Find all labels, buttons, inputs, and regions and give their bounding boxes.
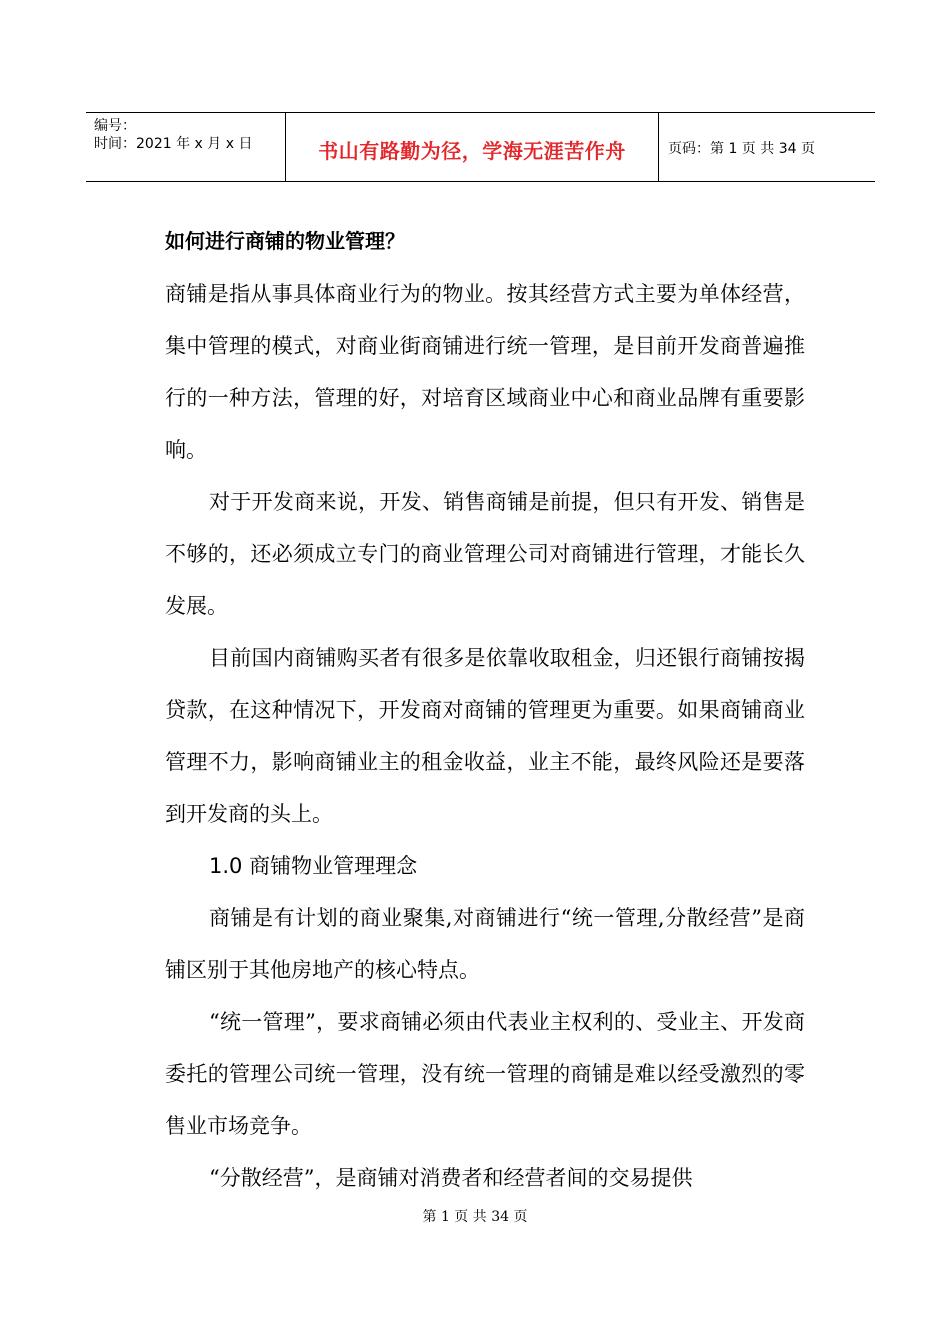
paragraph: 目前国内商铺购买者有很多是依靠收取租金，归还银行商铺按揭贷款，在这种情况下，开发商对商铺的管理更为重要。如果商铺商业管理不力，影响商铺业主的租金收益，业主不能，最终风险还是要落到开发商的头上。 [165,646,805,826]
header-motto-cell [286,113,659,181]
document-title: 如何进行商铺的物业管理？ [165,229,405,253]
header-motto: 书山有路勤为径，学海无涯苦作舟 [318,138,626,163]
paragraph: 对于开发商来说，开发、销售商铺是前提，但只有开发、销售是不够的，还必须成立专门的商业管理公司对商铺进行管理，才能长久发展。 [165,490,805,618]
header-meta-cell [86,113,286,181]
paragraph: 商铺是指从事具体商业行为的物业。按其经营方式主要为单体经营，集中管理的模式，对商业街商铺进行统一管理，是目前开发商普遍推行的一种方法，管理的好，对培育区域商业中心和商业品牌有重要影响。 [165,282,805,462]
document-time-label: 时间：2021 年 x 月 x 日 [94,136,253,152]
paragraph: “分散经营”，是商铺对消费者和经营者间的交易提供 [209,1166,693,1190]
page-footer: 第 1 页 共 34 页 [422,1209,528,1225]
paragraph: “统一管理”，要求商铺必须由代表业主权利的、受业主、开发商委托的管理公司统一管理，没有统一管理的商铺是难以经受激烈的零售业市场竞争。 [165,1010,805,1138]
header-page-info: 页码：第 1 页 共 34 页 [668,141,815,157]
document-body [165,222,805,1204]
paragraph: 商铺是有计划的商业聚集,对商铺进行“统一管理,分散经营”是商铺区别于其他房地产的核心特点。 [165,906,805,982]
header-page-cell [659,113,875,181]
page-header [86,112,875,182]
document-number-label: 编号： [94,118,136,134]
section-heading: 1.0 商铺物业管理理念 [209,854,418,878]
